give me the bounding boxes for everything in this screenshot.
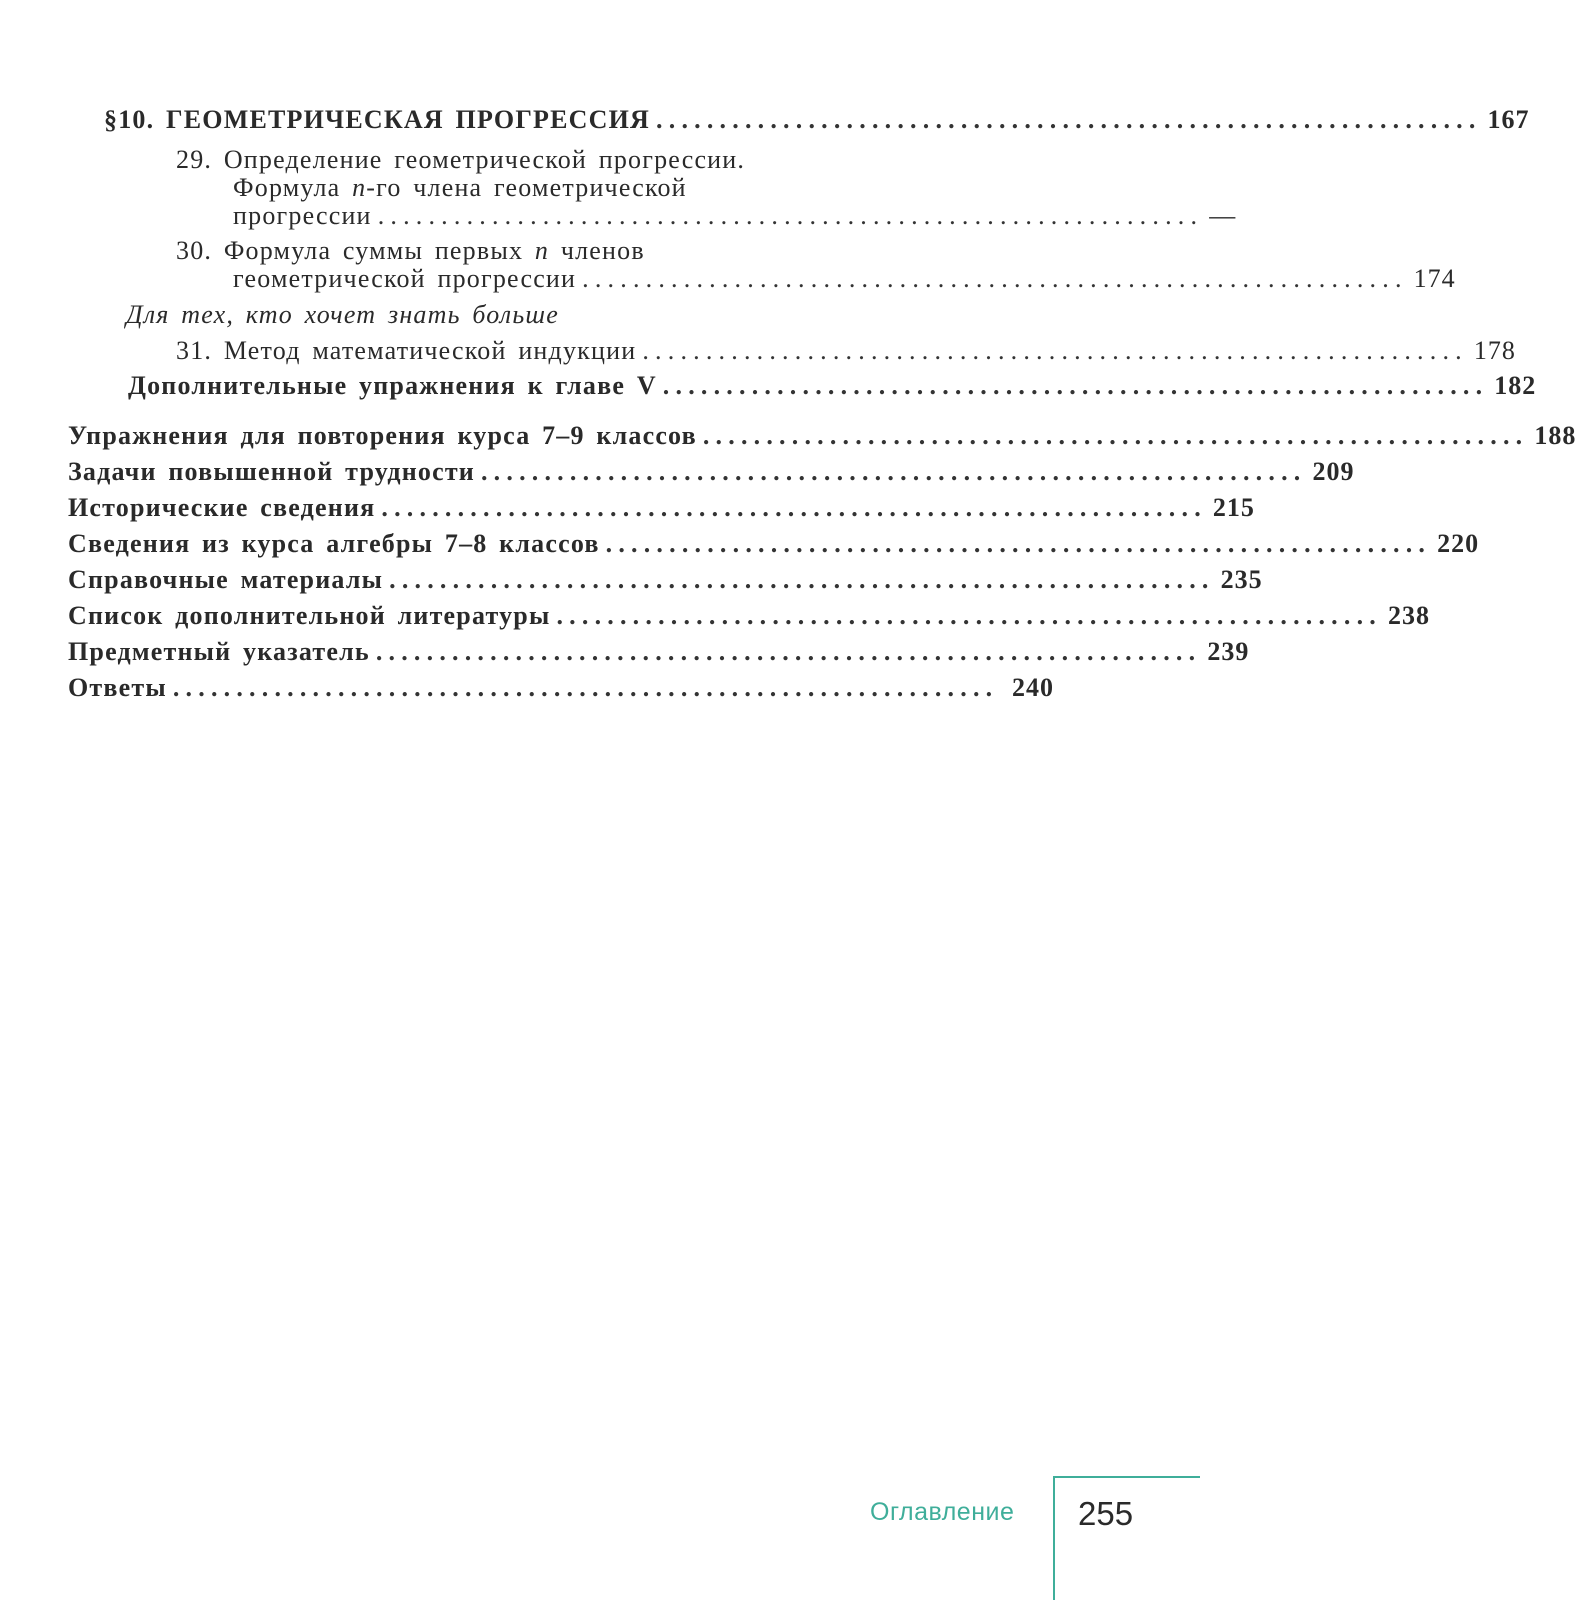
toc-entry-title: Список дополнительной литературы xyxy=(68,601,551,630)
page-number: 255 xyxy=(1078,1495,1134,1532)
toc-entry-page: — xyxy=(1209,201,1237,230)
leader-dots: ................................................................. xyxy=(172,673,999,702)
toc-text: Формула xyxy=(233,173,353,202)
toc-entry-30-line1[interactable] xyxy=(176,237,645,265)
toc-entry-number: 29. xyxy=(176,145,213,174)
toc-entry-back-matter[interactable] xyxy=(68,637,1250,666)
toc-text: Формула суммы первых xyxy=(223,236,535,265)
toc-entry-31[interactable] xyxy=(176,336,1516,365)
running-footer-label: Оглавление xyxy=(870,1498,1015,1526)
leader-dots: ................................................................. xyxy=(605,529,1432,558)
toc-entry-page: 174 xyxy=(1413,264,1456,293)
math-variable-n: n xyxy=(352,173,367,202)
math-variable-n: n xyxy=(534,236,550,265)
toc-text: -го члена геометрической xyxy=(366,173,687,202)
toc-entry-page: 239 xyxy=(1207,637,1250,666)
toc-entry-29-line2 xyxy=(233,174,687,202)
toc-entry-back-matter[interactable] xyxy=(68,457,1355,486)
leader-dots: ................................................................. xyxy=(656,105,1482,134)
toc-entry-section-10[interactable] xyxy=(104,105,1530,134)
toc-entry-title: §10. ГЕОМЕТРИЧЕСКАЯ ПРОГРЕССИЯ xyxy=(104,105,651,134)
toc-entry-extra-exercises[interactable] xyxy=(128,371,1537,400)
toc-entry-page: 167 xyxy=(1487,105,1530,134)
toc-entry-title: Ответы xyxy=(68,673,167,702)
toc-entry-title: Сведения из курса алгебры 7–8 классов xyxy=(68,529,600,558)
leader-dots: ................................................................. xyxy=(381,493,1207,522)
toc-entry-back-matter[interactable] xyxy=(68,601,1430,630)
toc-entry-30-line2[interactable] xyxy=(233,264,1456,293)
leader-dots: ................................................................. xyxy=(375,637,1202,666)
toc-entry-title: Задачи повышенной трудности xyxy=(68,457,475,486)
toc-entry-page: 235 xyxy=(1220,565,1263,594)
toc-entry-title: Дополнительные упражнения к главе V xyxy=(128,371,657,400)
toc-entry-page: 178 xyxy=(1473,336,1516,365)
toc-entry-back-matter[interactable] xyxy=(68,493,1255,522)
leader-dots: ................................................................. xyxy=(556,601,1382,630)
toc-entry-back-matter[interactable] xyxy=(68,674,1054,702)
leader-dots: ................................................................. xyxy=(702,421,1529,450)
toc-entry-back-matter[interactable] xyxy=(68,529,1480,558)
toc-entry-title: Упражнения для повторения курса 7–9 классов xyxy=(68,421,697,450)
toc-entry-page: 209 xyxy=(1312,457,1355,486)
leader-dots: ................................................................. xyxy=(389,565,1215,594)
toc-subheading-extra: Для тех, кто хочет знать больше xyxy=(126,300,559,329)
toc-entry-title: прогрессии xyxy=(233,201,372,230)
toc-entry-29-line3[interactable] xyxy=(233,201,1237,230)
leader-dots: ................................................................. xyxy=(480,457,1307,486)
toc-entry-page: 215 xyxy=(1212,493,1255,522)
toc-entry-page: 220 xyxy=(1437,529,1480,558)
toc-entry-back-matter[interactable] xyxy=(68,421,1576,450)
toc-entry-title: Определение геометрической прогрессии. xyxy=(223,145,746,174)
toc-entry-title: Справочные материалы xyxy=(68,565,384,594)
leader-dots: ................................................................. xyxy=(662,371,1489,400)
toc-entry-back-matter[interactable] xyxy=(68,565,1263,594)
leader-dots: ................................................................. xyxy=(582,264,1408,293)
toc-entry-title: геометрической прогрессии xyxy=(233,264,577,293)
toc-entry-number: 31. xyxy=(176,336,213,365)
toc-entry-29-line1[interactable] xyxy=(176,146,745,174)
toc-entry-number: 30. xyxy=(176,236,213,265)
toc-entry-page: 238 xyxy=(1387,601,1430,630)
toc-entry-title: Предметный указатель xyxy=(68,637,370,666)
toc-entry-page: 188 xyxy=(1534,421,1576,450)
toc-entry-page: 240 xyxy=(1012,673,1054,702)
toc-entry-page: 182 xyxy=(1494,371,1537,400)
toc-text: членов xyxy=(549,236,645,265)
toc-text: Метод математической индукции xyxy=(223,336,637,365)
leader-dots: ................................................................. xyxy=(642,336,1468,365)
toc-entry-title xyxy=(176,337,636,365)
leader-dots: ................................................................. xyxy=(377,201,1204,230)
toc-entry-title: Исторические сведения xyxy=(68,493,376,522)
